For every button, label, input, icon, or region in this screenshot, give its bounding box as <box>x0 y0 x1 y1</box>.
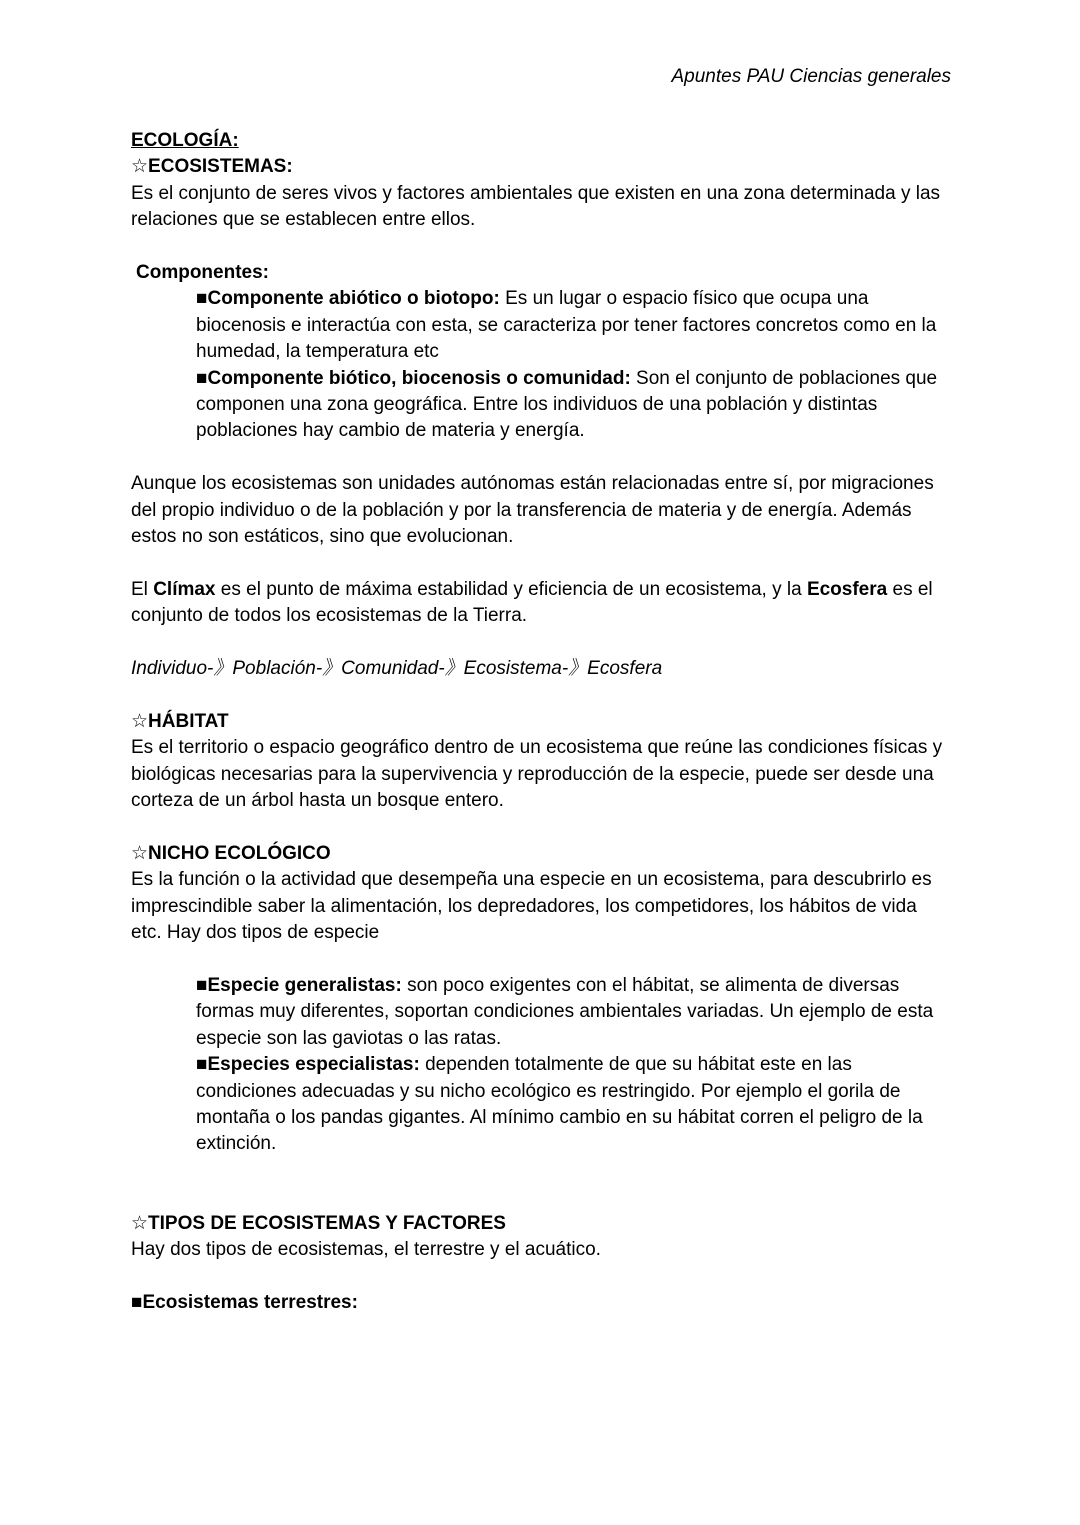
habitat-text: Es el territorio o espacio geográfico dentro de un ecosistema que reúne las condiciones físicas y biológicas necesarias para la supervivencia y reproducción de la especie, puede ser desde una corteza de un árbol hasta un bosque entero. <box>131 737 943 812</box>
section-title-ecologia: ECOLOGÍA: <box>131 130 239 151</box>
climax-pre: El <box>131 578 154 600</box>
biotico-term: Componente biótico, biocenosis o comunidad: <box>207 367 631 389</box>
climax-mid: es el punto de máxima estabilidad y eficiencia de un ecosistema, y la <box>215 578 807 600</box>
spacer <box>131 1263 951 1289</box>
abiotico-term: Componente abiótico o biotopo: <box>207 288 500 310</box>
abiotico-text: Es un lugar o espacio físico que ocupa una biocenosis e interactúa con esta, se caracteriza por tener factores concretos como en la humedad, la temperatura etc <box>196 288 937 363</box>
generalistas-text: son poco exigentes con el hábitat, se alimenta de diversas formas muy diferentes, soportan condiciones ambientales variadas. Un ejemplo de esta especie son las gaviotas o las ratas. <box>196 974 934 1049</box>
heading-ecosistemas-text: ECOSISTEMAS: <box>148 156 293 178</box>
heading-tipos <box>131 1211 951 1237</box>
spacer <box>131 1158 951 1184</box>
generalistas-term: Especie generalistas: <box>207 974 402 996</box>
heading-habitat-text: HÁBITAT <box>148 710 229 732</box>
spacer <box>131 550 951 576</box>
heading-habitat <box>131 709 951 735</box>
biotico-text: Son el conjunto de poblaciones que componen una zona geográfica. Entre los individuos de una población y distintas poblaciones hay cambio de materia y energía. <box>196 367 938 442</box>
star-icon: ☆ <box>131 1212 149 1234</box>
climax-paragraph <box>131 577 951 630</box>
ecosistemas-definition: Es el conjunto de seres vivos y factores ambientales que existen en una zona determinada y las relaciones que se establecen entre ellos. <box>131 182 941 231</box>
climax-term: Clímax <box>153 578 216 600</box>
climax-post: es el conjunto de todos los ecosistemas de la Tierra. <box>131 578 933 627</box>
star-icon: ☆ <box>131 710 149 732</box>
nicho-text: Es la función o la actividad que desempeña una especie en un ecosistema, para descubrirlo es imprescindible saber la alimentación, los depredadores, los competidores, los hábitos de vida etc. Hay dos tipos de especie <box>131 869 932 944</box>
page-header: Apuntes PAU Ciencias generales <box>671 66 951 87</box>
heading-terrestres-text: Ecosistemas terrestres: <box>142 1291 358 1313</box>
spacer <box>131 1184 951 1210</box>
abiotico-item <box>131 286 951 365</box>
square-bullet-icon: ■ <box>196 288 208 310</box>
square-bullet-icon: ■ <box>196 1054 208 1076</box>
heading-nicho <box>131 841 951 867</box>
page-content <box>131 128 951 1316</box>
tipos-text: Hay dos tipos de ecosistemas, el terrestre y el acuático. <box>131 1238 601 1260</box>
spacer <box>131 630 951 656</box>
spacer <box>131 445 951 471</box>
star-icon: ☆ <box>131 842 149 864</box>
spacer <box>131 947 951 973</box>
square-bullet-icon: ■ <box>196 367 208 389</box>
spacer <box>131 682 951 708</box>
generalistas-item <box>131 973 951 1052</box>
hierarchy-line: Individuo-》Población-》Comunidad-》Ecosistema-》Ecosfera <box>131 658 663 680</box>
spacer <box>131 234 951 260</box>
autonomas-paragraph: Aunque los ecosistemas son unidades autónomas están relacionadas entre sí, por migraciones del propio individuo o de la población y por la transferencia de materia y de energía. Además estos no son estáticos, sino que evolucionan. <box>131 473 934 548</box>
especialistas-item <box>131 1052 951 1158</box>
square-bullet-icon: ■ <box>131 1291 143 1313</box>
square-bullet-icon: ■ <box>196 974 208 996</box>
heading-tipos-text: TIPOS DE ECOSISTEMAS Y FACTORES <box>148 1212 506 1234</box>
ecosfera-term: Ecosfera <box>806 578 888 600</box>
biotico-item <box>131 366 951 445</box>
heading-ecosistemas <box>131 154 951 180</box>
componentes-heading: Componentes: <box>136 262 269 284</box>
heading-terrestres <box>131 1290 951 1316</box>
especialistas-term: Especies especialistas: <box>207 1054 420 1076</box>
especialistas-text: dependen totalmente de que su hábitat este en las condiciones adecuadas y su nicho ecológico es restringido. Por ejemplo el gorila de montaña o los pandas gigantes. Al mínimo cambio en su hábitat corren el peligro de la extinción. <box>196 1054 923 1155</box>
spacer <box>131 814 951 840</box>
star-icon: ☆ <box>131 156 149 178</box>
heading-nicho-text: NICHO ECOLÓGICO <box>148 842 331 864</box>
